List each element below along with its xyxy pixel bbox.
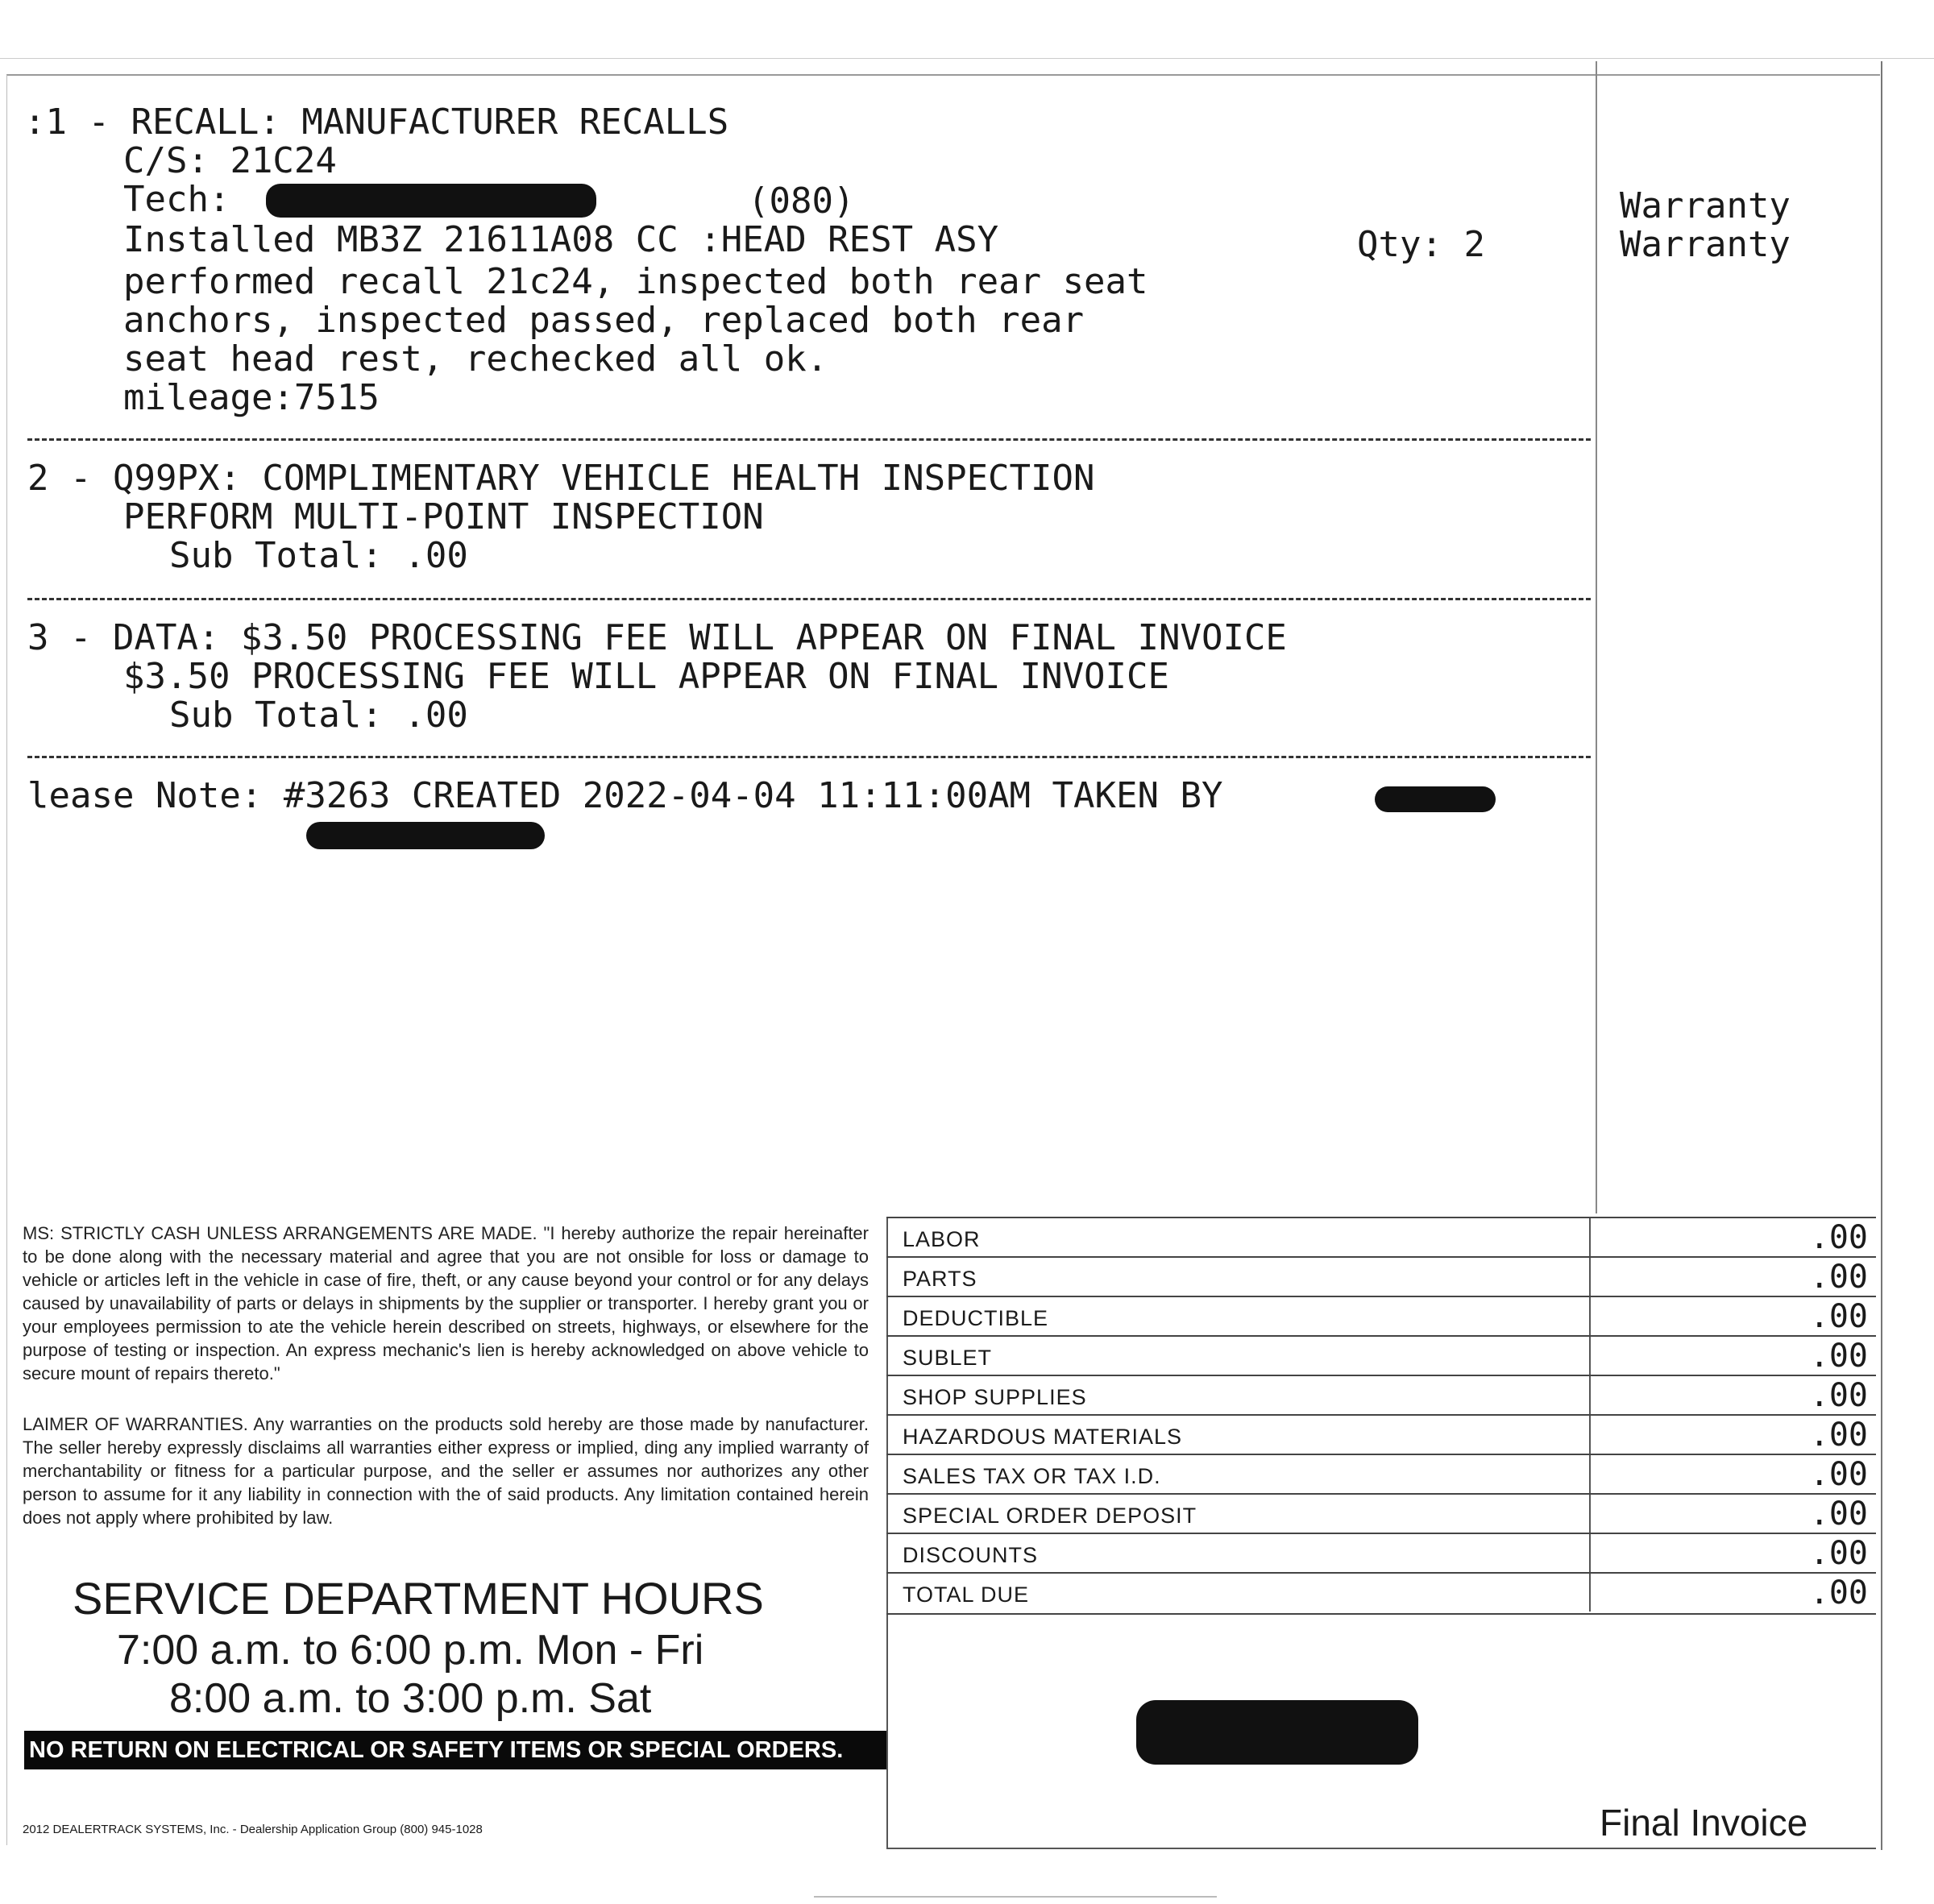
totals-value: .00 — [1809, 1417, 1868, 1454]
separator-3 — [27, 756, 1591, 758]
totals-label: SALES TAX OR TAX I.D. — [903, 1464, 1161, 1488]
service-hours-weekday: 7:00 a.m. to 6:00 p.m. Mon - Fri — [117, 1627, 704, 1674]
terms-block — [23, 1222, 869, 1557]
totals-row-shop-supplies — [886, 1375, 1876, 1416]
totals-label: DISCOUNTS — [903, 1543, 1039, 1567]
totals-label: TOTAL DUE — [903, 1583, 1030, 1607]
line1-tech-label: Tech: — [123, 179, 230, 220]
totals-row-deductible — [886, 1296, 1876, 1337]
line1-cs: C/S: 21C24 — [123, 140, 337, 181]
totals-value: .00 — [1809, 1219, 1868, 1256]
totals-row-total-due — [886, 1572, 1876, 1615]
column-divider — [1596, 61, 1597, 1213]
line1-header: :1 - RECALL: MANUFACTURER RECALLS — [24, 102, 729, 143]
line1-desc-3: seat head rest, rechecked all ok. — [123, 338, 828, 380]
line1-desc-1: performed recall 21c24, inspected both rear seat — [123, 261, 1148, 302]
totals-value: .00 — [1809, 1495, 1868, 1533]
line1-tech-code: (080) — [748, 180, 855, 222]
totals-row-labor — [886, 1217, 1876, 1258]
totals-value: .00 — [1809, 1377, 1868, 1414]
scan-edge-bottom — [814, 1896, 1217, 1898]
totals-row-discounts — [886, 1533, 1876, 1574]
no-return-banner: NO RETURN ON ELECTRICAL OR SAFETY ITEMS OR SPECIAL ORDERS. — [24, 1731, 886, 1769]
line2-subtotal: Sub Total: .00 — [169, 535, 468, 576]
warranty-label-1: Warranty — [1620, 185, 1791, 226]
totals-value: .00 — [1809, 1298, 1868, 1335]
totals-label: PARTS — [903, 1267, 977, 1291]
terms-disclaimer: LAIMER OF WARRANTIES. Any warranties on the products sold hereby are those made by nanufacturer. The seller hereby expressly disclaims all warranties either express or implied, ding any implied warranty of merchantability or fitness for a particular purpose, and the seller er assumes nor authorizes any other person to assume for it any liability in connection with the of said products. Any limitation contained herein does not apply where prohibited by law. — [23, 1414, 869, 1528]
totals-label: SUBLET — [903, 1346, 993, 1370]
release-note: lease Note: #3263 CREATED 2022-04-04 11:11:00AM TAKEN BY — [27, 775, 1223, 816]
totals-value: .00 — [1809, 1535, 1868, 1572]
totals-value: .00 — [1809, 1574, 1868, 1612]
line2-desc: PERFORM MULTI-POINT INSPECTION — [123, 496, 764, 537]
totals-row-sublet — [886, 1335, 1876, 1376]
line1-desc-2: anchors, inspected passed, replaced both rear — [123, 300, 1085, 341]
line3-header: 3 - DATA: $3.50 PROCESSING FEE WILL APPEAR ON FINAL INVOICE — [27, 617, 1287, 658]
totals-row-hazardous — [886, 1414, 1876, 1455]
redacted-signature — [1136, 1700, 1418, 1765]
totals-value: .00 — [1809, 1456, 1868, 1493]
line1-installed-part: Installed MB3Z 21611A08 CC :HEAD REST ASY — [123, 219, 999, 260]
terms-payment: MS: STRICTLY CASH UNLESS ARRANGEMENTS ARE MADE. "I hereby authorize the repair hereinafter to be done along with the necessary material and agree that you are not onsible for loss or damage to vehicle or articles left in the vehicle in case of fire, theft, or any cause beyond your control or for any delays caused by unavailability of parts or delays in shipments by the supplier or transporter. I hereby grant you or your employees permission to ate the vehicle herein described on streets, highways, or elsewhere for the purpose of testing or inspection. An express mechanic's lien is hereby acknowledged on above vehicle to secure mount of repairs thereto." — [23, 1223, 869, 1383]
totals-value: .00 — [1809, 1259, 1868, 1296]
redacted-taken-by-2 — [306, 822, 545, 849]
line3-subtotal: Sub Total: .00 — [169, 695, 468, 736]
service-hours-saturday: 8:00 a.m. to 3:00 p.m. Sat — [169, 1675, 652, 1722]
line3-desc: $3.50 PROCESSING FEE WILL APPEAR ON FINAL INVOICE — [123, 656, 1170, 697]
form-right-edge — [1881, 61, 1882, 1850]
copyright-footer: 2012 DEALERTRACK SYSTEMS, Inc. - Dealership Application Group (800) 945-1028 — [23, 1823, 483, 1836]
separator-1 — [27, 438, 1591, 441]
warranty-label-2: Warranty — [1620, 224, 1791, 265]
totals-label: DEDUCTIBLE — [903, 1306, 1049, 1330]
totals-label: LABOR — [903, 1227, 981, 1251]
separator-2 — [27, 598, 1591, 600]
totals-row-sales-tax — [886, 1454, 1876, 1495]
scan-edge-top — [0, 58, 1934, 59]
totals-label: SPECIAL ORDER DEPOSIT — [903, 1504, 1197, 1528]
final-invoice-label: Final Invoice — [1600, 1802, 1808, 1844]
line2-header: 2 - Q99PX: COMPLIMENTARY VEHICLE HEALTH INSPECTION — [27, 458, 1095, 499]
totals-row-special-order — [886, 1493, 1876, 1534]
totals-value: .00 — [1809, 1338, 1868, 1375]
totals-row-parts — [886, 1256, 1876, 1297]
redacted-taken-by — [1375, 786, 1496, 812]
totals-label: HAZARDOUS MATERIALS — [903, 1425, 1183, 1449]
totals-bottom-border — [886, 1848, 1876, 1849]
line1-qty: Qty: 2 — [1357, 224, 1485, 265]
line1-mileage: mileage:7515 — [123, 377, 380, 418]
service-hours-title: SERVICE DEPARTMENT HOURS — [73, 1573, 764, 1624]
redacted-tech-name — [266, 184, 596, 218]
totals-label: SHOP SUPPLIES — [903, 1385, 1087, 1409]
